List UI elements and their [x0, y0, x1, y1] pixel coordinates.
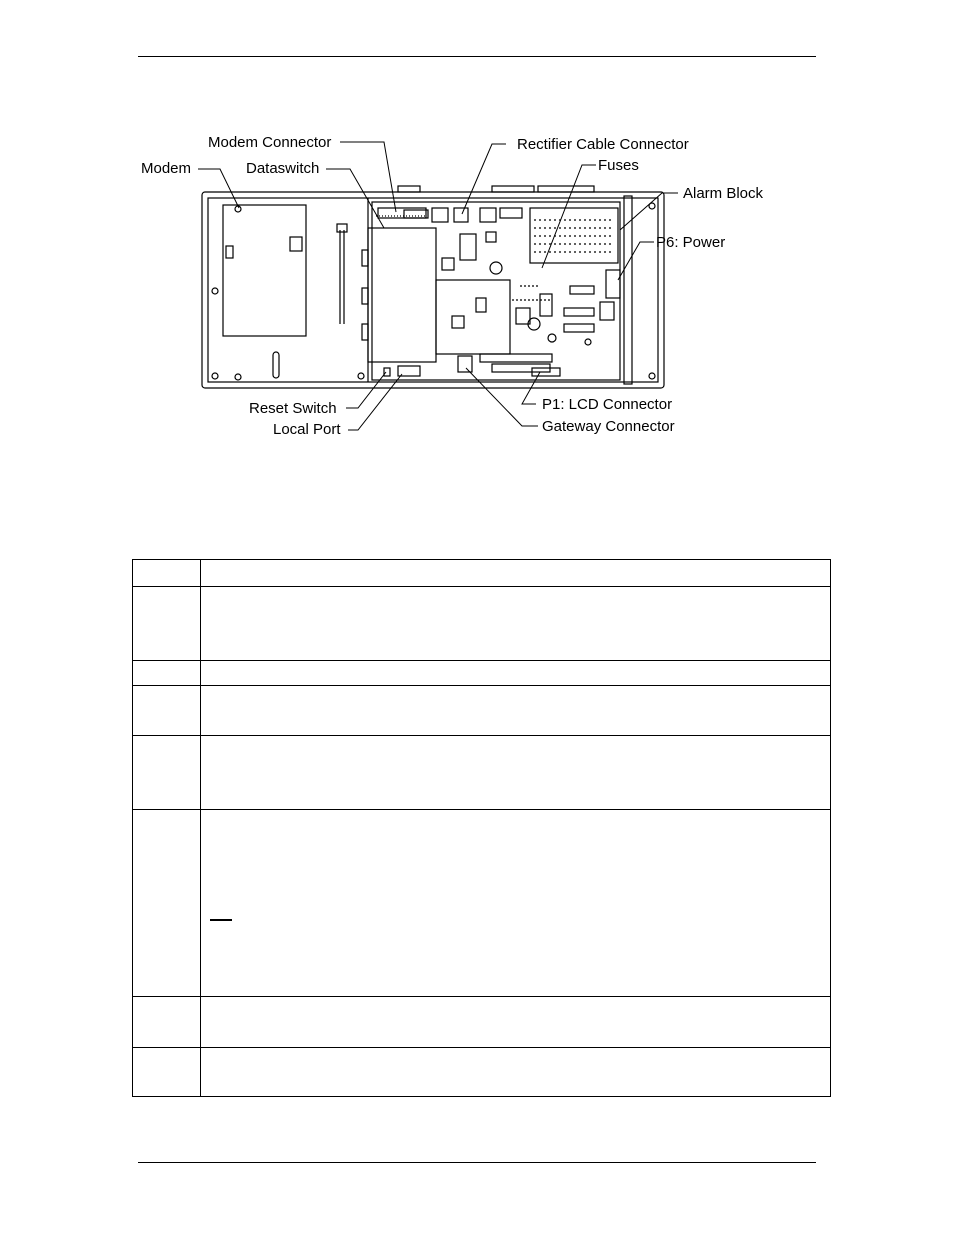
dataswitch-module: [368, 228, 436, 362]
header-rule: [138, 56, 816, 57]
table-row: [133, 560, 831, 587]
description-cell: [201, 996, 831, 1047]
table-row: [133, 587, 831, 661]
description-cell: [201, 686, 831, 736]
table-row: [133, 661, 831, 686]
enclosure-outline: [202, 192, 664, 388]
table-row: [133, 810, 831, 996]
controller-board: [372, 202, 620, 380]
description-cell: [201, 736, 831, 810]
callout-dataswitch: Dataswitch: [246, 160, 320, 177]
callout-rectifier-cable-connector: Rectifier Cable Connector: [517, 136, 689, 153]
item-cell: [133, 661, 201, 686]
item-cell: [133, 1047, 201, 1096]
callout-gateway-connector: Gateway Connector: [542, 418, 675, 435]
table-row: [133, 996, 831, 1047]
callout-modem-connector: Modem Connector: [208, 134, 332, 151]
specification-table: [132, 559, 831, 1097]
item-cell: [133, 587, 201, 661]
item-cell: [133, 996, 201, 1047]
table-row: [133, 1047, 831, 1096]
item-cell: [133, 560, 201, 587]
note-underline-mark: [210, 919, 232, 921]
item-cell: [133, 810, 201, 996]
callout-alarm-block: Alarm Block: [683, 185, 764, 202]
callout-reset-switch: Reset Switch: [249, 400, 337, 417]
callout-p6-power: P6: Power: [656, 234, 726, 251]
callout-p1-lcd-connector: P1: LCD Connector: [542, 396, 673, 413]
table-row: [133, 686, 831, 736]
description-cell: [201, 661, 831, 686]
callout-fuses: Fuses: [598, 157, 639, 174]
description-cell: [201, 560, 831, 587]
footer-rule: [138, 1162, 816, 1163]
description-cell: [201, 1047, 831, 1096]
item-cell: [133, 686, 201, 736]
controller-board-figure: [140, 128, 820, 438]
callout-local-port: Local Port: [273, 421, 341, 438]
item-cell: [133, 736, 201, 810]
callout-modem: Modem: [141, 160, 192, 177]
modem-board: [223, 205, 306, 336]
table-row: [133, 736, 831, 810]
description-cell: [201, 587, 831, 661]
description-cell: [201, 810, 831, 996]
